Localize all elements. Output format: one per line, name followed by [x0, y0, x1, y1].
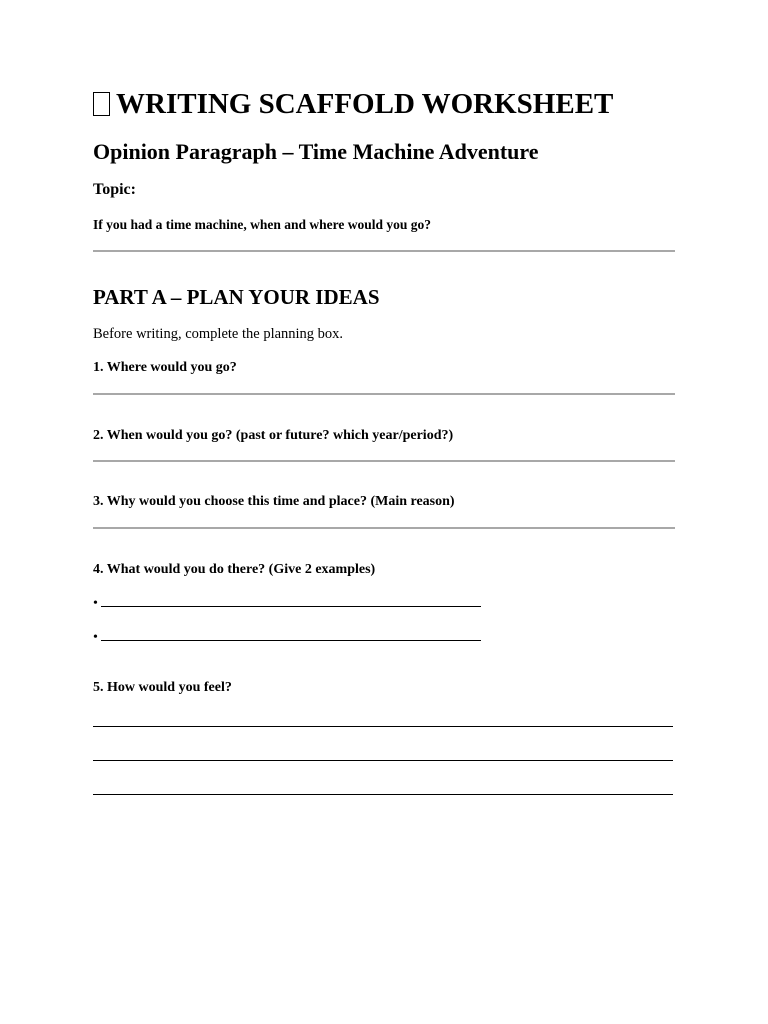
worksheet-title	[93, 86, 613, 122]
missing-glyph-icon	[93, 92, 110, 116]
feeling-answer-line-2[interactable]	[93, 760, 673, 761]
topic-prompt: If you had a time machine, when and where would you go?	[93, 217, 432, 232]
question-2: 2. When would you go? (past or future? which year/period?)	[93, 428, 454, 443]
answer-field-1[interactable]	[93, 393, 675, 395]
section-divider	[93, 250, 675, 252]
answer-field-3[interactable]	[93, 527, 675, 529]
question-4: 4. What would you do there? (Give 2 examples)	[93, 562, 376, 577]
example-line-1[interactable]	[93, 594, 481, 613]
feeling-answer-line-3[interactable]	[93, 794, 673, 795]
bullet-icon: •	[93, 630, 98, 645]
part-a-instructions: Before writing, complete the planning box.	[93, 326, 344, 342]
example-blank-2[interactable]	[101, 628, 481, 641]
topic-label: Topic:	[93, 181, 136, 198]
question-5: 5. How would you feel?	[93, 680, 232, 695]
feeling-answer-line-1[interactable]	[93, 726, 673, 727]
example-blank-1[interactable]	[101, 594, 481, 607]
question-1: 1. Where would you go?	[93, 360, 237, 375]
part-a-heading: PART A – PLAN YOUR IDEAS	[93, 285, 380, 309]
worksheet-subtitle: Opinion Paragraph – Time Machine Adventure	[93, 139, 539, 164]
example-line-2[interactable]	[93, 628, 481, 647]
bullet-icon: •	[93, 596, 98, 611]
worksheet-title-text: WRITING SCAFFOLD WORKSHEET	[116, 88, 614, 120]
question-3: 3. Why would you choose this time and place? (Main reason)	[93, 494, 455, 509]
answer-field-2[interactable]	[93, 460, 675, 462]
